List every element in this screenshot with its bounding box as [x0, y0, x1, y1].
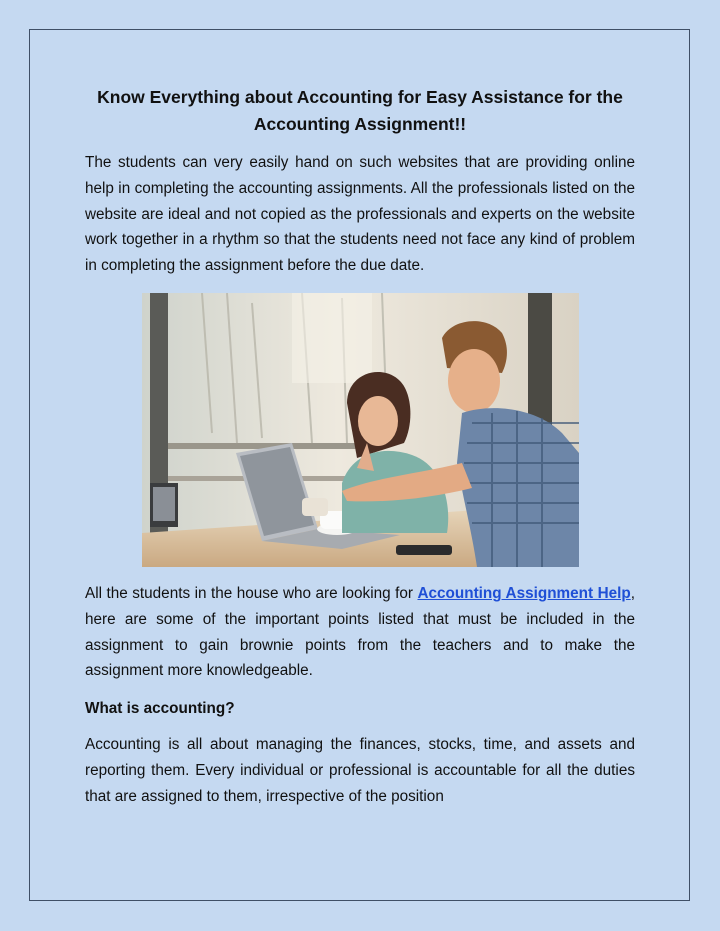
paragraph-text-after-link: , here are some of the important points listed that must be included in the assignment to gain brownie points from the teachers and to make the assignment more knowledgeable.	[85, 584, 635, 680]
document-body	[85, 84, 635, 809]
accounting-assignment-help-link[interactable]: Accounting Assignment Help	[417, 584, 631, 602]
students-laptop-photo	[142, 293, 579, 567]
accounting-definition-paragraph: Accounting is all about managing the finances, stocks, time, and assets and reporting them. Every individual or professional is accountable for all the duties that are assigned to them, irrespective of the position	[85, 735, 635, 805]
intro-paragraph: The students can very easily hand on such websites that are providing online help in completing the accounting assignments. All the professionals listed on the website are ideal and not copied as the professionals and experts on the website work together in a rhythm so that the students need not face any kind of problem in completing the assignment before the due date.	[85, 154, 635, 275]
document-title: Know Everything about Accounting for Easy Assistance for the Accounting Assignment!!	[97, 87, 623, 134]
paragraph-text-before-link: All the students in the house who are looking for	[85, 584, 418, 602]
body-paragraph-with-link	[85, 581, 635, 684]
section-heading: What is accounting?	[85, 700, 235, 718]
